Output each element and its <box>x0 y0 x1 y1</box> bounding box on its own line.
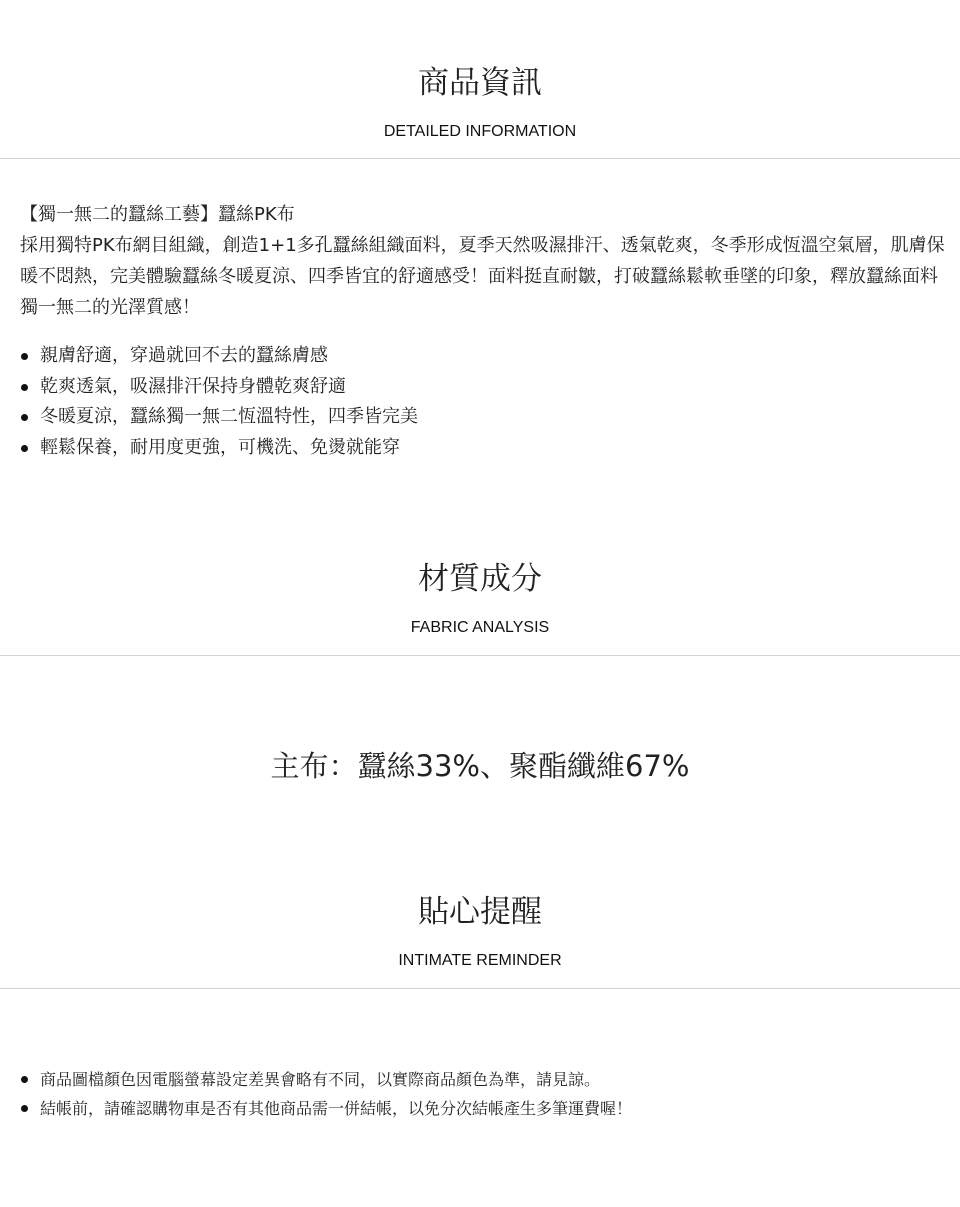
feature-list-item: 輕鬆保養，耐用度更強，可機洗、免燙就能穿 <box>40 433 960 464</box>
section-subtitle-fabric-analysis: FABRIC ANALYSIS <box>410 619 550 636</box>
reminder-list <box>0 1065 960 1123</box>
section-divider <box>0 655 960 656</box>
feature-list-item: 乾爽透氣，吸濕排汗保持身體乾爽舒適 <box>40 372 960 403</box>
section-title-detailed-info: 商品資訊 <box>418 65 542 101</box>
feature-list <box>0 341 960 463</box>
reminder-list-item: 結帳前，請確認購物車是否有其他商品需一併結帳，以免分次結帳產生多筆運費喔！ <box>40 1094 960 1123</box>
section-title-reminder: 貼心提醒 <box>418 894 542 930</box>
reminder-list-item: 商品圖檔顏色因電腦螢幕設定差異會略有不同，以實際商品顏色為準，請見諒。 <box>40 1065 960 1094</box>
product-description <box>20 199 948 323</box>
section-divider <box>0 158 960 159</box>
fabric-composition: 主布：蠶絲33%、聚酯纖維67% <box>270 749 690 783</box>
product-headline: 【獨一無二的蠶絲工藝】蠶絲PK布 <box>20 204 295 225</box>
section-divider <box>0 988 960 989</box>
section-subtitle-reminder: INTIMATE REMINDER <box>398 952 562 969</box>
section-title-fabric-analysis: 材質成分 <box>418 561 542 597</box>
feature-list-item: 親膚舒適，穿過就回不去的蠶絲膚感 <box>40 341 960 372</box>
product-description-text: 採用獨特PK布網目組織，創造1+1多孔蠶絲組織面料，夏季天然吸濕排汗、透氣乾爽，冬季形成恆溫空氣層，肌膚保暖不悶熱，完美體驗蠶絲冬暖夏涼、四季皆宜的舒適感受！面料挺直耐皺，打破蠶絲鬆軟垂墜的印象，釋放蠶絲面料獨一無二的光澤質感！ <box>20 235 945 318</box>
feature-list-item: 冬暖夏涼，蠶絲獨一無二恆溫特性，四季皆完美 <box>40 402 960 433</box>
section-subtitle-detailed-info: DETAILED INFORMATION <box>383 123 577 140</box>
